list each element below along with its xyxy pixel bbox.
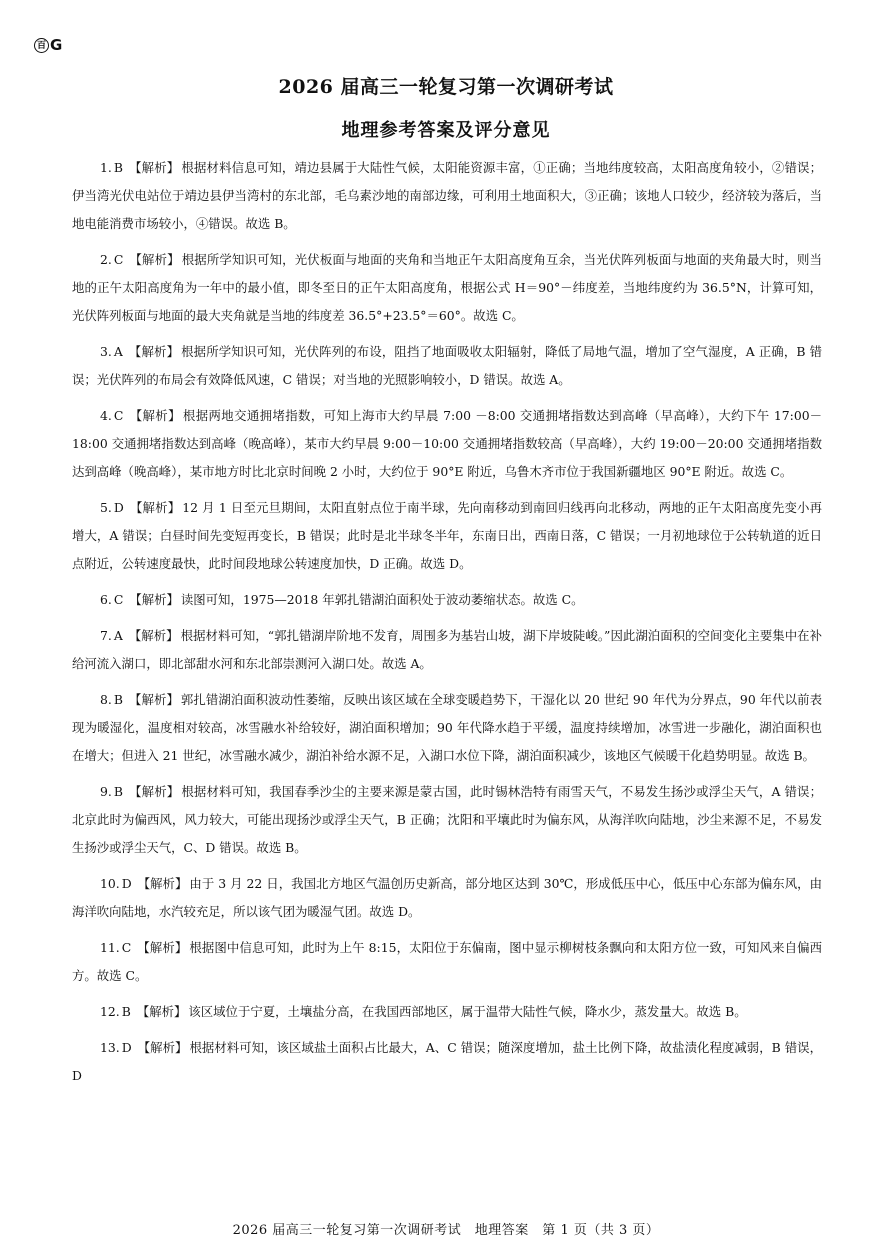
analysis-text: 读图可知，1975—2018 年郭扎错湖泊面积处于波动萎缩状态。故选 C。 [180,592,584,607]
analysis-tag: 【解析】 [129,252,180,267]
page-footer: 2026 届高三一轮复习第一次调研考试 地理答案 第 1 页（共 3 页） [232,1223,660,1238]
logo-circle-icon: 百 [34,38,49,53]
question-number: 9. [100,784,112,799]
answer-item [72,586,822,614]
answer-letter: B [113,692,123,707]
analysis-text: 根据材料信息可知，靖边县属于大陆性气候，太阳能资源丰富，①正确；当地纬度较高，太阳高度角较小，②错误；伊当湾光伏电站位于靖边县伊当湾村的东北部，毛乌素沙地的南部边缘，可利用土地面积大，③正确；该地人口较少，经济较为落后，当地电能消费市场较小，④错误。故选 B。 [72,160,823,231]
answer-letter: A [113,344,123,359]
answer-item [72,622,822,678]
answer-item [72,1034,822,1090]
analysis-tag: 【解析】 [129,500,181,515]
analysis-tag: 【解析】 [128,628,179,643]
answer-item [72,154,822,238]
answer-item [72,998,822,1026]
answer-letter: B [113,784,123,799]
exam-title: 2026 届高三一轮复习第一次调研考试 [278,76,614,98]
answer-letter: D [121,876,132,891]
analysis-text: 郭扎错湖泊面积波动性萎缩，反映出该区域在全球变暖趋势下，干湿化以 20 世纪 90 年代为分界点，90 年代以前表现为暖湿化，温度相对较高，冰雪融水补给较好，湖泊面积增加；90 年代降水趋于平缓，温度持续增加，冰雪进一步融化，湖泊面积也在增大；但进入 21 世纪，冰雪融水减少，湖泊补给水源不足，入湖口水位下降，湖泊面积减少，该地区气候暖干化趋势明显。故选 B。 [72,692,823,763]
analysis-text: 根据所学知识可知，光伏板面与地面的夹角和当地正午太阳高度角互余，当光伏阵列板面与地面的夹角最大时，则当地的正午太阳高度角为一年中的最小值，即冬至日的正午太阳高度角，根据公式 H＝90°－纬度差，当地纬度约为 36.5°N，计算可知，光伏阵列板面与地面的最大夹角就是当地的纬度差 36.5°+23.5°＝60°。故选 C。 [72,252,823,323]
question-number: 4. [100,408,112,423]
question-number: 2. [100,252,112,267]
answer-item [72,246,822,330]
answer-item [72,934,822,990]
question-number: 11. [100,940,120,955]
question-number: 6. [100,592,112,607]
answer-letter: C [121,940,132,955]
logo-letter: G [50,36,63,54]
analysis-text: 根据图中信息可知，此时为上午 8:15，太阳位于东偏南，图中显示柳树枝条飘向和太阳方位一致，可知风来自偏西方。故选 C。 [72,940,822,983]
question-number: 13. [100,1040,120,1055]
answer-item [72,870,822,926]
answer-key-subtitle: 地理参考答案及评分意见 [341,120,551,141]
analysis-text: 根据所学知识可知，光伏阵列的布设，阻挡了地面吸收太阳辐射，降低了局地气温，增加了空气湿度，A 正确，B 错误；光伏阵列的布局会有效降低风速，C 错误；对当地的光照影响较小，D 错误。故选 A。 [72,344,822,387]
analysis-tag: 【解析】 [128,160,180,175]
analysis-tag: 【解析】 [129,592,179,607]
question-number: 8. [100,692,112,707]
analysis-tag: 【解析】 [129,408,181,423]
answer-letter: B [113,160,123,175]
analysis-text: 该区域位于宁夏，土壤盐分高，在我国西部地区，属于温带大陆性气候，降水少，蒸发量大。故选 B。 [188,1004,747,1019]
analysis-tag: 【解析】 [137,876,188,891]
answer-letter: B [121,1004,131,1019]
analysis-tag: 【解析】 [128,784,180,799]
answer-letter: C [113,592,124,607]
answer-list [72,154,822,1098]
question-number: 5. [100,500,112,515]
analysis-text: 由于 3 月 22 日，我国北方地区气温创历史新高，部分地区达到 30℃，形成低压中心，低压中心东部为偏东风，由海洋吹向陆地，水汽较充足，所以该气团为暖湿气团。故选 D。 [72,876,822,919]
answer-item [72,686,822,770]
analysis-tag: 【解析】 [128,692,179,707]
answer-letter: D [121,1040,132,1055]
answer-item [72,338,822,394]
analysis-text: 根据材料可知，“郭扎错湖岸阶地不发育，周围多为基岩山坡，湖下岸坡陡峻。”因此湖泊面积的空间变化主要集中在补给河流入湖口，即北部甜水河和东北部崇测河入湖口处。故选 A。 [72,628,823,671]
analysis-tag: 【解析】 [136,1004,187,1019]
analysis-text: 根据材料可知，我国春季沙尘的主要来源是蒙古国，此时锡林浩特有雨雪天气，不易发生扬沙或浮尘天气，A 错误；北京此时为偏西风，风力较大，可能出现扬沙或浮尘天气，B 正确；沈阳和平壤此时为偏东风，从海洋吹向陆地，沙尘来源不足，不易发生扬沙或浮尘天气，C、D 错误。故选 B。 [72,784,822,855]
analysis-tag: 【解析】 [137,1040,188,1055]
analysis-text: 根据材料可知，该区域盐土面积占比最大，A、C 错误；随深度增加，盐土比例下降，故盐渍化程度减弱，B 错误，D [72,1040,823,1083]
question-number: 3. [100,344,112,359]
answer-item [72,494,822,578]
analysis-text: 12 月 1 日至元旦期间，太阳直射点位于南半球，先向南移动到南回归线再向北移动，两地的正午太阳高度先变小再增大，A 错误；白昼时间先变短再变长，B 错误；此时是北半球冬半年，东南日出，西南日落，C 错误；一月初地球位于公转轨道的近日点附近，公转速度最快，此时间段地球公转速度加快，D 正确。故选 D。 [72,500,822,571]
question-number: 7. [100,628,112,643]
answer-item [72,778,822,862]
analysis-tag: 【解析】 [128,344,180,359]
analysis-tag: 【解析】 [137,940,188,955]
question-number: 10. [100,876,120,891]
answer-item [72,402,822,486]
analysis-text: 根据两地交通拥堵指数，可知上海市大约早晨 7:00 －8:00 交通拥堵指数达到高峰（早高峰），大约下午 17:00－18:00 交通拥堵指数达到高峰（晚高峰），某市大约早晨 9:00－10:00 交通拥堵指数较高（早高峰），大约 19:00－20:00 交通拥堵指数达到高峰（晚高峰），某市地方时比北京时间晚 2 小时，大约位于 90°E 附近，乌鲁木齐市位于我国新疆地区 90°E 附近。故选 C。 [72,408,822,479]
publisher-logo [34,36,62,54]
question-number: 1. [100,160,112,175]
answer-letter: C [113,252,124,267]
answer-letter: D [113,500,124,515]
answer-letter: A [113,628,123,643]
answer-letter: C [113,408,124,423]
question-number: 12. [100,1004,120,1019]
